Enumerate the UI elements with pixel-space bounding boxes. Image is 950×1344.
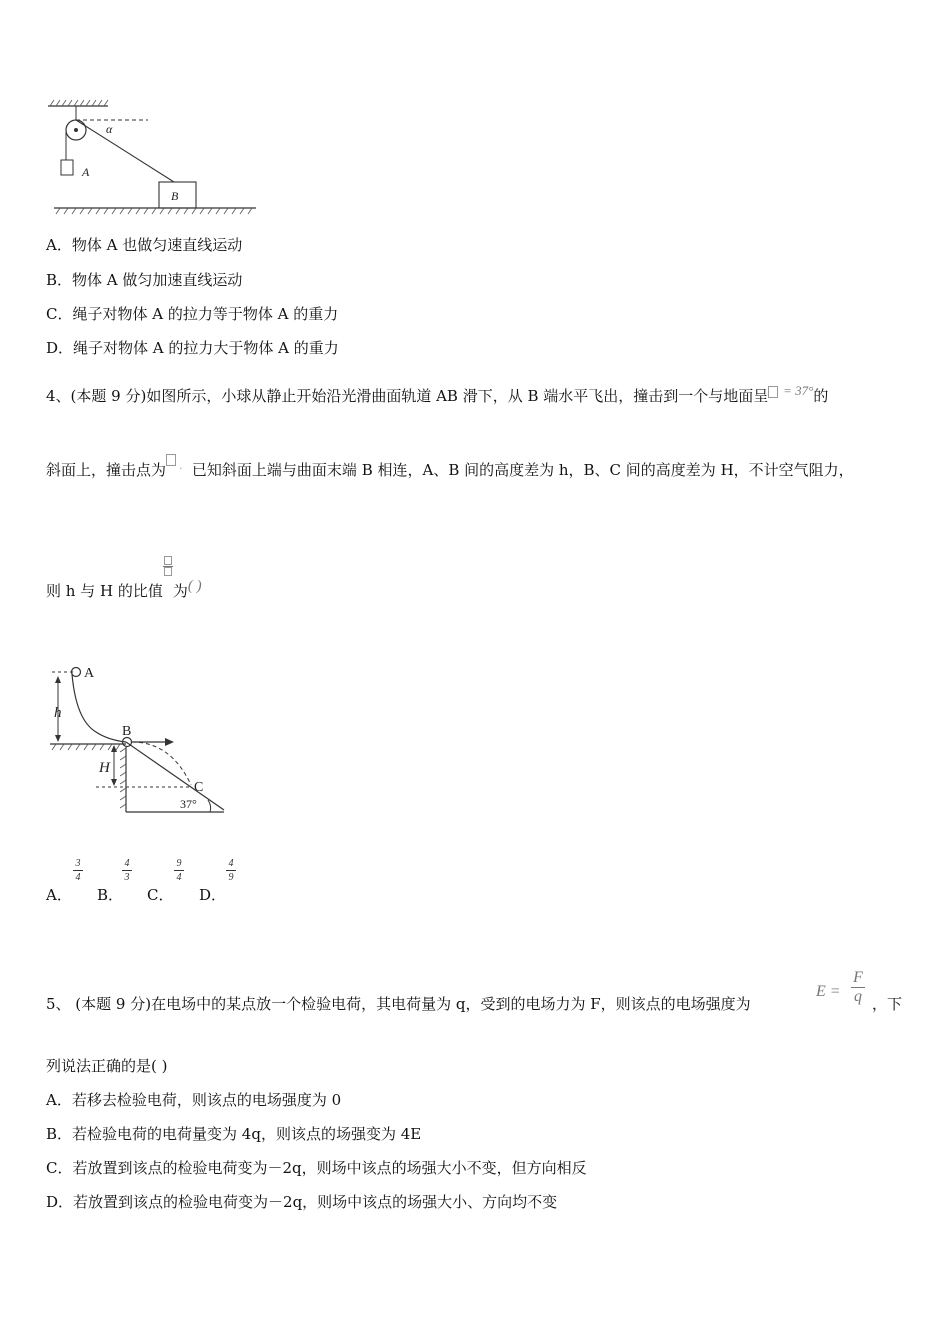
q4-stem-line3 bbox=[46, 578, 202, 602]
q3-option-b: B．物体 A 做匀加速直线运动 bbox=[46, 271, 243, 289]
q3-option-c: C．绳子对物体 A 的拉力等于物体 A 的重力 bbox=[46, 305, 339, 323]
q4-line2-b: 已知斜面上端与曲面末端 B 相连，A、B 间的高度差为 h，B、C 间的高度差为 H，不计空气阻力， bbox=[191, 461, 854, 479]
q5-formula-lhs: E = bbox=[816, 983, 841, 1000]
q5-stem-line1: 5、 (本题 9 分)在电场中的某点放一个检验电荷，其电荷量为 q，受到的电场力为 F，则该点的电场强度为 bbox=[46, 995, 751, 1013]
point-a-label: A bbox=[84, 666, 95, 681]
placeholder-box-icon bbox=[166, 454, 176, 466]
q4-option-a-frac: 3 4 bbox=[73, 858, 83, 883]
q4-line1-text: 4、(本题 9 分)如图所示，小球从静止开始沿光滑曲面轨道 AB 滑下，从 B 端水平飞出，撞击到一个与地面呈 bbox=[46, 387, 769, 405]
incline-angle-label: 37° bbox=[180, 797, 197, 811]
point-c-label: C bbox=[194, 780, 204, 795]
answer-paren: ( ) bbox=[187, 578, 202, 594]
q3-option-d: D．绳子对物体 A 的拉力大于物体 A 的重力 bbox=[46, 339, 339, 357]
q4-stem-line1 bbox=[46, 383, 829, 407]
q5-option-c: C．若放置到该点的检验电荷变为－2q，则场中该点的场强大小不变，但方向相反 bbox=[46, 1159, 587, 1177]
q4-stem-line2: 斜面上，撞击点为 · 已知斜面上端与曲面末端 B 相连，A、B 间的高度差为 h，B、C 间的高度差为 H，不计空气阻力， bbox=[46, 460, 854, 483]
q5-stem-line2: 列说法正确的是( ) bbox=[46, 1057, 168, 1075]
q5-option-d: D．若放置到该点的检验电荷变为－2q，则场中该点的场强大小、方向均不变 bbox=[46, 1193, 558, 1211]
ratio-frac-icon bbox=[163, 556, 173, 577]
height-H-label: H bbox=[99, 760, 110, 776]
projectile-figure bbox=[46, 660, 241, 820]
q4-option-a-letter: A． bbox=[46, 886, 72, 904]
q4-option-c-letter: C． bbox=[147, 886, 174, 904]
placeholder-box-icon bbox=[768, 386, 778, 398]
q4-option-c-frac: 9 4 bbox=[174, 858, 184, 883]
block-a-label: A bbox=[82, 165, 90, 179]
q4-line1-end: 的 bbox=[813, 387, 829, 405]
q5-option-a: A．若移去检验电荷，则该点的电场强度为 0 bbox=[46, 1091, 342, 1109]
height-h-label: h bbox=[54, 705, 62, 721]
q5-option-b: B．若检验电荷的电荷量变为 4q，则该点的场强变为 4E bbox=[46, 1125, 422, 1143]
q4-option-d-frac: 4 9 bbox=[226, 858, 236, 883]
q5-line1-end: ，下 bbox=[872, 995, 903, 1013]
block-b-label: B bbox=[171, 189, 179, 203]
q4-line3-b: 为 bbox=[172, 582, 188, 600]
q4-option-b-frac: 4 3 bbox=[122, 858, 132, 883]
q4-option-b-letter: B． bbox=[97, 886, 124, 904]
q5-formula-frac: F q bbox=[851, 969, 865, 1006]
q4-line2-a: 斜面上，撞击点为 bbox=[46, 461, 167, 479]
angle-formula: = 37° bbox=[783, 383, 814, 398]
pulley-figure bbox=[46, 98, 261, 218]
q4-line3-a: 则 h 与 H 的比值 bbox=[46, 582, 163, 600]
alpha-label: α bbox=[106, 122, 113, 136]
q4-option-d-letter: D． bbox=[199, 886, 227, 904]
point-b-label: B bbox=[122, 724, 132, 739]
q3-option-a: A．物体 A 也做匀速直线运动 bbox=[46, 236, 243, 254]
